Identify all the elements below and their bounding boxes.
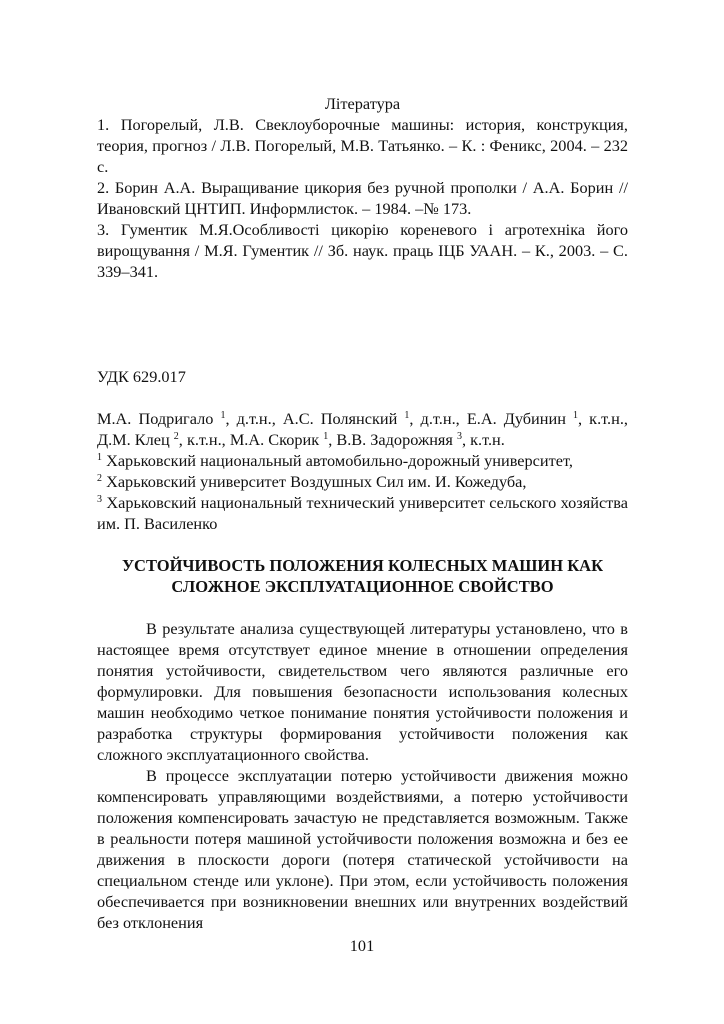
page-number: 101 <box>349 936 375 955</box>
author-affiliation-number: 2 <box>173 431 179 442</box>
author-degree: , д.т.н., <box>409 409 467 428</box>
author-name: Д.М. Клец <box>97 430 170 449</box>
author-name: Е.А. Дубинин <box>466 409 566 428</box>
author-degree: , к.т.н., <box>178 430 230 449</box>
author-affiliation-number: 1 <box>404 410 410 421</box>
author-name: В.В. Задорожняя <box>336 430 453 449</box>
author-name: А.С. Полянский <box>282 409 398 428</box>
article-title-line: СЛОЖНОЕ ЭКСПЛУАТАЦИОННОЕ СВОЙСТВО <box>171 577 554 596</box>
article-title <box>97 555 628 597</box>
affiliation-text: Харьковский университет Воздушных Сил им. И. Кожедуба, <box>106 472 527 491</box>
author-degree: , <box>328 430 337 449</box>
udk-code: УДК 629.017 <box>97 367 186 386</box>
author-degree: , д.т.н., <box>225 409 283 428</box>
affiliation-text: Харьковский национальный технический университет сельского хозяйства им. П. Василенко <box>97 493 628 533</box>
affiliation-text: Харьковский национальный автомобильно-дорожный университет, <box>106 451 573 470</box>
document-page <box>97 93 628 933</box>
authors-line <box>97 408 628 450</box>
affiliation-number: 1 <box>97 452 102 463</box>
reference-item: 1. Погорелый, Л.В. Свеклоуборочные машины: история, конструкция, теория, прогноз / Л.В. Погорелый, М.В. Татьянко. – К. : Феникс, 2004. – 232 с. <box>97 115 628 176</box>
article-title-line: УСТОЙЧИВОСТЬ ПОЛОЖЕНИЯ КОЛЕСНЫХ МАШИН КАК <box>121 556 604 575</box>
spacer <box>97 282 628 366</box>
reference-item: 3. Гументик М.Я.Особливості цикорію кореневого і агротехніка його вирощування / М.Я. Гументик // Зб. наук. праць ІЦБ УААН. – К., 2003. – С. 339–341. <box>97 220 628 281</box>
author-affiliation-number: 1 <box>323 431 329 442</box>
references-heading: Література <box>324 94 401 113</box>
author-affiliation-number: 1 <box>573 410 579 421</box>
reference-item: 2. Борин А.А. Выращивание цикория без ручной прополки / А.А. Борин // Ивановский ЦНТИП. Информлисток. – 1984. –№ 173. <box>97 178 628 218</box>
affiliation <box>97 450 628 471</box>
affiliation-number: 3 <box>97 494 102 505</box>
body-paragraph: В процессе эксплуатации потерю устойчивости движения можно компенсировать управляющими воздействиями, а потерю устойчивости положения компенсировать зачастую не представляется возможным. Также в реальности потеря машиной устойчивости положения возможна и без ее движения в плоскости дороги (потеря статической устойчивости на специальном стенде или уклоне). При этом, если устойчивость положения обеспечивается при возникновении внешних или внутренних воздействий без отклонения <box>97 766 628 932</box>
author-name: М.А. Скорик <box>229 430 320 449</box>
author-name: М.А. Подригало <box>97 409 214 428</box>
author-degree: , к.т.н., <box>578 409 628 428</box>
affiliation-number: 2 <box>97 473 102 484</box>
affiliation <box>97 492 628 534</box>
body-paragraph: В результате анализа существующей литературы установлено, что в настоящее время отсутствует единое мнение в отношении определения понятия устойчивости, свидетельством чего являются различные его формулировки. Для повышения безопасности использования колесных машин необходимо четкое понимание понятия устойчивости положения и разработка структуры формирования устойчивости положения как сложного эксплуатационного свойства. <box>97 619 628 764</box>
author-affiliation-number: 3 <box>456 431 462 442</box>
affiliation <box>97 471 628 492</box>
author-degree: , к.т.н. <box>461 430 505 449</box>
author-affiliation-number: 1 <box>220 410 226 421</box>
